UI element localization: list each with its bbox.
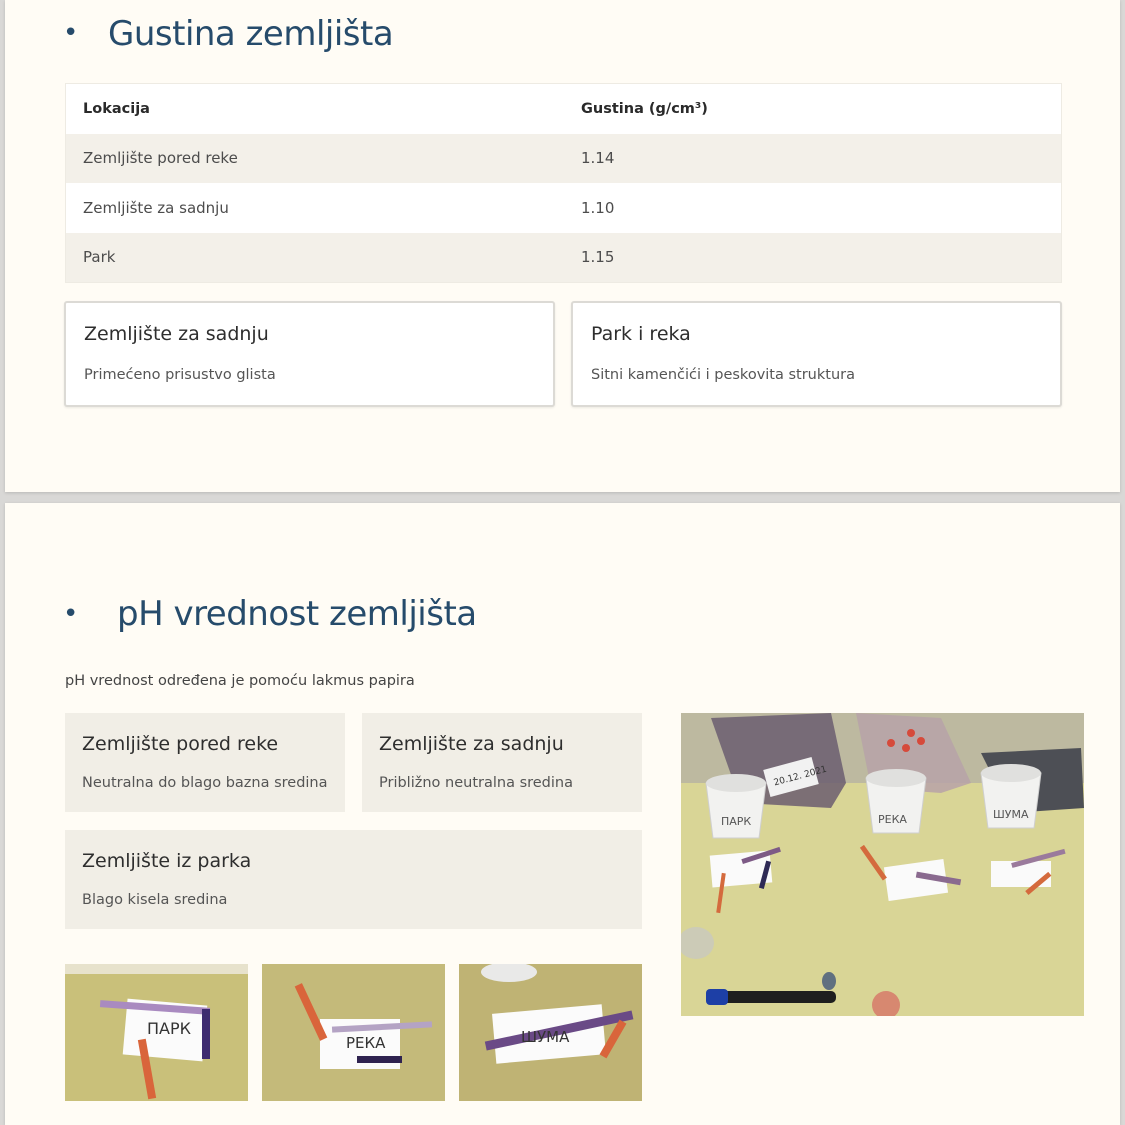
box-title: Zemljište iz parka (82, 850, 252, 872)
table-cell: Zemljište za sadnju (83, 198, 229, 217)
table-cell: 1.14 (581, 149, 615, 168)
ph-strip-photo-forest (459, 964, 642, 1101)
ph-experiment-photo (681, 713, 1084, 1016)
card-description: Primećeno prisustvo glista (84, 367, 276, 383)
observation-card (571, 301, 1062, 407)
table-cell: Park (83, 248, 116, 267)
slide-density (5, 0, 1120, 492)
slide-ph (5, 503, 1120, 1125)
table-row (66, 134, 1061, 184)
title-bullet: • (63, 599, 79, 629)
card-description: Sitni kamenčići i peskovita struktura (591, 367, 855, 383)
strip-label-text: РЕКА (346, 1034, 386, 1052)
ph-result-box (65, 830, 642, 929)
column-header-location: Lokacija (83, 100, 150, 117)
box-description: Približno neutralna sredina (379, 775, 573, 791)
table-row (66, 233, 1061, 283)
intro-text: pH vrednost određena je pomoću lakmus papira (65, 673, 415, 689)
box-description: Neutralna do blago bazna sredina (82, 775, 328, 791)
table-cell: 1.15 (581, 248, 615, 267)
ph-strip-illustration (459, 964, 642, 1101)
cup-label-text: ШУМА (993, 808, 1029, 821)
card-title: Park i reka (591, 323, 691, 345)
card-title: Zemljište za sadnju (84, 323, 269, 345)
ph-strip-photo-park (65, 964, 248, 1101)
strip-label-text: ШУМА (521, 1028, 570, 1046)
table-header-row (66, 84, 1061, 134)
box-description: Blago kisela sredina (82, 892, 228, 908)
ph-strip-photo-river (262, 964, 445, 1101)
ph-strip-illustration (65, 964, 248, 1101)
slide-title: pH vrednost zemljišta (117, 594, 477, 634)
table-cell: Zemljište pored reke (83, 149, 238, 168)
ph-result-box (65, 713, 345, 812)
table-cell: 1.10 (581, 198, 615, 217)
title-bullet: • (63, 18, 79, 48)
cup-label-text: РЕКА (878, 813, 907, 826)
ph-experiment-illustration (681, 713, 1084, 1016)
slide-title: Gustina zemljišta (108, 14, 394, 54)
ph-result-box (362, 713, 642, 812)
density-table (65, 83, 1062, 283)
strip-label-text: ПАРК (147, 1019, 191, 1038)
cup-label-text: ПАРК (721, 815, 752, 828)
bag-label-text: 20.12. 2021 (772, 764, 828, 789)
column-header-density: Gustina (g/cm³) (581, 100, 708, 117)
observation-card (64, 301, 555, 407)
box-title: Zemljište za sadnju (379, 733, 564, 755)
box-title: Zemljište pored reke (82, 733, 279, 755)
ph-strip-illustration (262, 964, 445, 1101)
table-row (66, 183, 1061, 233)
